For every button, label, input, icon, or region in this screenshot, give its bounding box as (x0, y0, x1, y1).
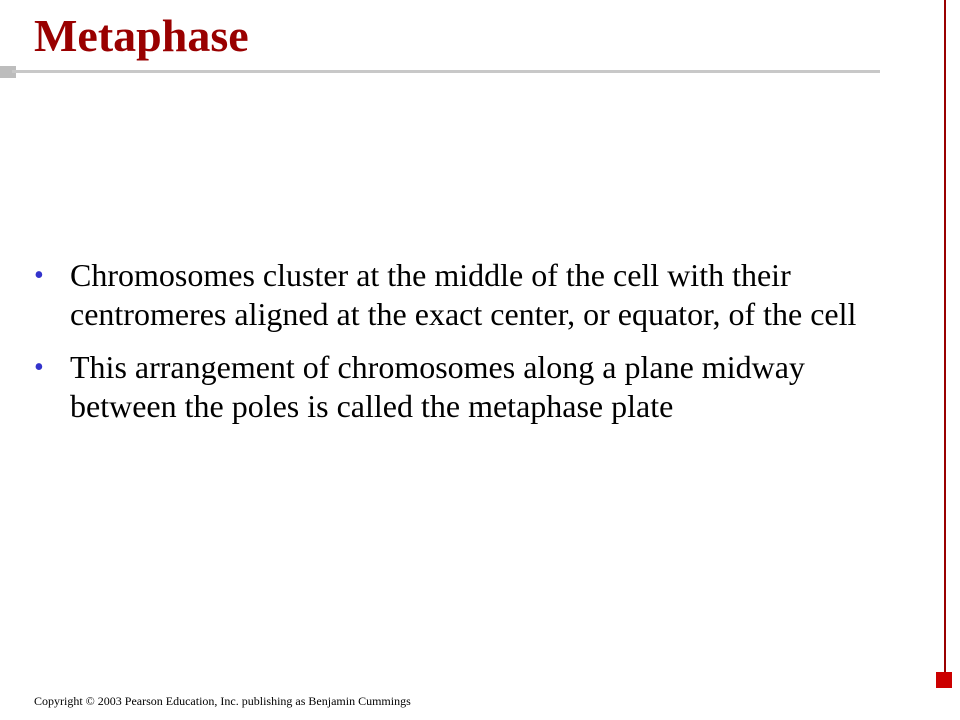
bullet-text: Chromosomes cluster at the middle of the cell with their centromeres aligned at the exact center, or equator, of the cell (70, 257, 857, 332)
bullet-list (30, 256, 890, 440)
bullet-icon: • (34, 352, 44, 383)
copyright-footer: Copyright © 2003 Pearson Education, Inc. publishing as Benjamin Cummings (34, 694, 411, 708)
bullet-item (30, 256, 890, 334)
right-border-line (944, 0, 946, 672)
bullet-item (30, 348, 890, 426)
right-border-square (936, 672, 952, 688)
bullet-text: This arrangement of chromosomes along a plane midway between the poles is called the metaphase plate (70, 349, 805, 424)
title-underline (12, 70, 880, 73)
bullet-icon: • (34, 260, 44, 291)
slide-title: Metaphase (34, 10, 249, 61)
